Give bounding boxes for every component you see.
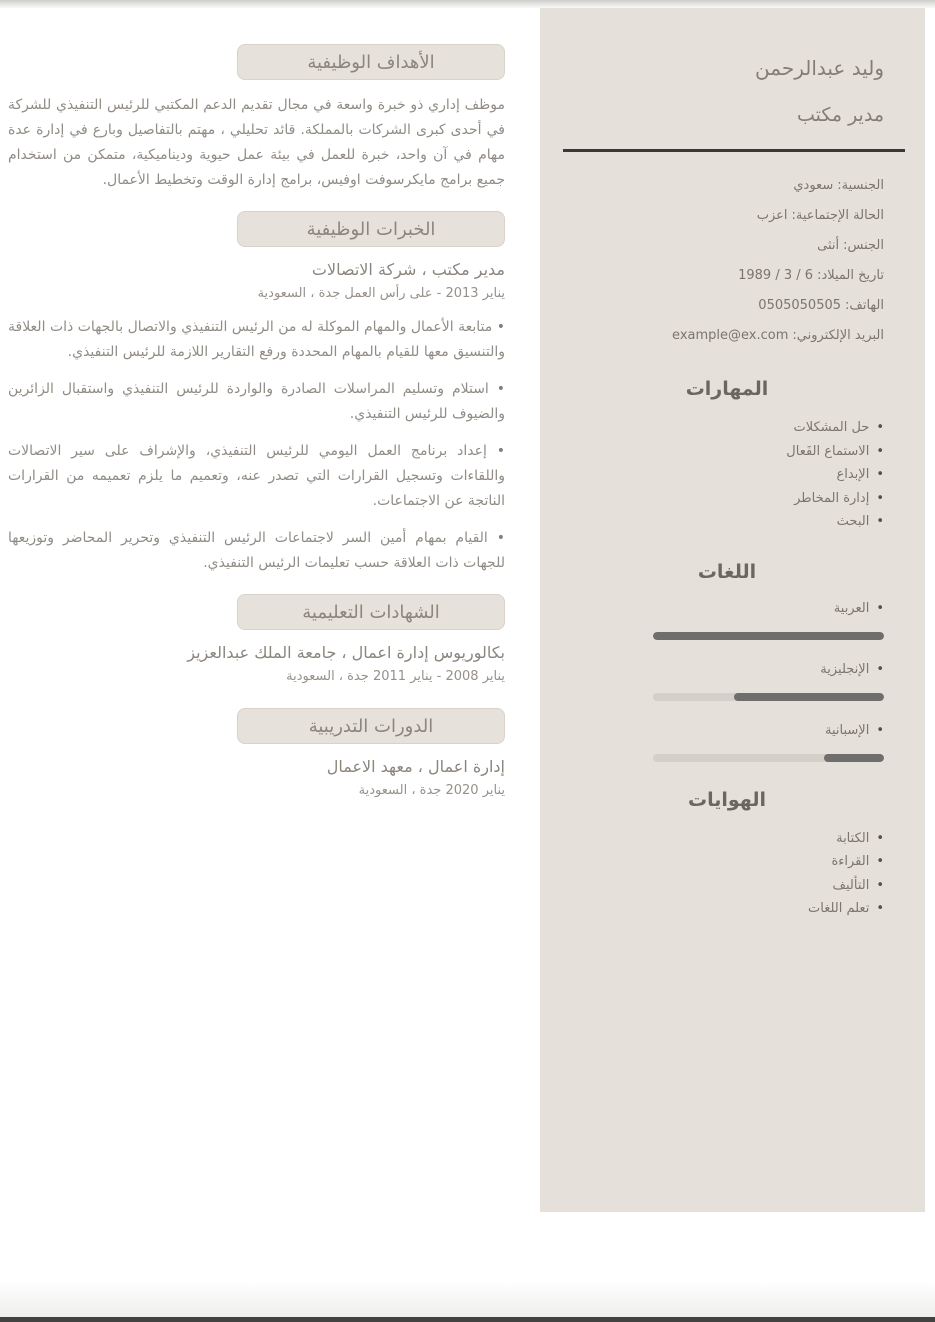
experience-bullets: [8, 315, 505, 576]
skill-item: • البحث: [570, 510, 884, 534]
education-date-location: يناير 2008 - يناير 2011 جدة ، السعودية: [286, 669, 505, 684]
candidate-name: وليد عبدالرحمن: [755, 56, 884, 80]
section-header-training: [237, 708, 505, 744]
language-name: • العربية: [570, 599, 884, 619]
hobby-item: • تعلم اللغات: [570, 897, 884, 921]
personal-details: [570, 171, 884, 351]
language-name: • الإنجليزية: [570, 660, 884, 680]
detail-row-email: البريد الإلكتروني:example@ex.com: [672, 328, 884, 343]
languages-list: [570, 599, 884, 762]
experience-date-location: يناير 2013 - على رأس العمل جدة ، السعودية: [257, 286, 505, 301]
section-training: [8, 708, 505, 798]
language-bar-fill: [734, 693, 884, 701]
detail-row-marital-status: الحالة الإجتماعية:اعزب: [756, 208, 884, 223]
objectives-text: موظف إداري ذو خبرة واسعة في مجال تقديم الدعم المكتبي للرئيس التنفيذي للشركة في أحدى كبرى الشركات بالمملكة. قائد تحليلي ، مهتم بالتفاصيل وبارع في إدارة عدة مهام في آن واحد، خبرة للعمل في بيئة عمل حيوية وديناميكية، متمكن من استخدام جميع برامج مايكرسوفت اوفيس، برامج إدارة الوقت وتخطيط الأعمال.: [8, 97, 505, 188]
section-objectives: [8, 44, 505, 193]
hobby-item: • القراءة: [570, 850, 884, 874]
training-course: إدارة اعمال ، معهد الاعمال: [326, 757, 505, 776]
languages-heading: اللغات: [697, 560, 757, 583]
section-header-objectives: [237, 44, 505, 80]
sidebar: [540, 8, 925, 1212]
experience-bullet: • استلام وتسليم المراسلات الصادرة والواردة للرئيس التنفيذي واستقبال الزائرين والضيوف للرئيس التنفيذي.: [8, 377, 505, 427]
bottom-edge-bar: [0, 1317, 935, 1322]
main-column: [8, 44, 505, 798]
detail-row-nationality: الجنسية:سعودي: [793, 178, 884, 193]
skill-item: • الاستماع الفَعال: [570, 440, 884, 464]
hobbies-heading: الهوايات: [688, 788, 766, 811]
language-entry: [570, 599, 884, 640]
language-bar: [653, 693, 884, 701]
training-date-location: يناير 2020 جدة ، السعودية: [358, 783, 505, 798]
section-title: الخبرات الوظيفية: [306, 218, 436, 240]
experience-job-title: مدير مكتب ، شركة الاتصالات: [311, 260, 505, 279]
language-entry: [570, 721, 884, 762]
detail-row-phone: الهاتف:0505050505: [758, 298, 884, 313]
hobby-item: • الكتابة: [570, 827, 884, 851]
skill-item: • الإبداع: [570, 463, 884, 487]
section-header-experience: [237, 211, 505, 247]
header-divider: [563, 149, 905, 152]
section-title: الشهادات التعليمية: [302, 601, 440, 623]
language-name: • الإسبانية: [570, 721, 884, 741]
language-bar-fill: [824, 754, 884, 762]
bottom-fade: [0, 1281, 935, 1317]
skills-heading: المهارات: [685, 378, 769, 400]
section-header-education: [237, 594, 505, 630]
section-title: الأهداف الوظيفية: [307, 51, 435, 73]
detail-row-birthdate: تاريخ الميلاد:6 / 3 / 1989: [738, 268, 884, 283]
language-entry: [570, 660, 884, 701]
language-bar: [653, 632, 884, 640]
skill-item: • حل المشكلات: [570, 416, 884, 440]
language-bar-fill: [653, 632, 884, 640]
top-edge-strip: [0, 0, 935, 8]
experience-bullet: • القيام بمهام أمين السر لاجتماعات الرئيس التنفيذي وتحرير المحاضر وتوزيعها للجهات ذات العلاقة حسب تعليمات الرئيس التنفيذي.: [8, 526, 505, 576]
detail-row-gender: الجنس:أنثى: [817, 238, 884, 253]
language-bar: [653, 754, 884, 762]
experience-bullet: • متابعة الأعمال والمهام الموكلة له من الرئيس التنفيذي والاتصال بالجهات ذات العلاقة والتنسيق معها للقيام بالمهام المحددة ورفع التقارير اللازمة للرئيس التنفيذي.: [8, 315, 505, 365]
experience-bullet: • إعداد برنامج العمل اليومي للرئيس التنفيذي، والإشراف على سير الاتصالات واللقاءات وتسجيل القرارات التي تصدر عنه، وتعميم ما يلزم تعميمه من القرارات الناتجة عن الاجتماعات.: [8, 439, 505, 514]
section-education: [8, 594, 505, 684]
hobbies-list: [570, 827, 884, 921]
education-degree: بكالوريوس إدارة اعمال ، جامعة الملك عبدالعزيز: [187, 643, 505, 662]
section-experience: [8, 211, 505, 576]
section-title: الدورات التدريبية: [308, 715, 434, 737]
skill-item: • إدارة المخاطر: [570, 487, 884, 511]
skills-list: [570, 416, 884, 534]
hobby-item: • التأليف: [570, 874, 884, 898]
candidate-job-title: مدير مكتب: [796, 104, 884, 126]
